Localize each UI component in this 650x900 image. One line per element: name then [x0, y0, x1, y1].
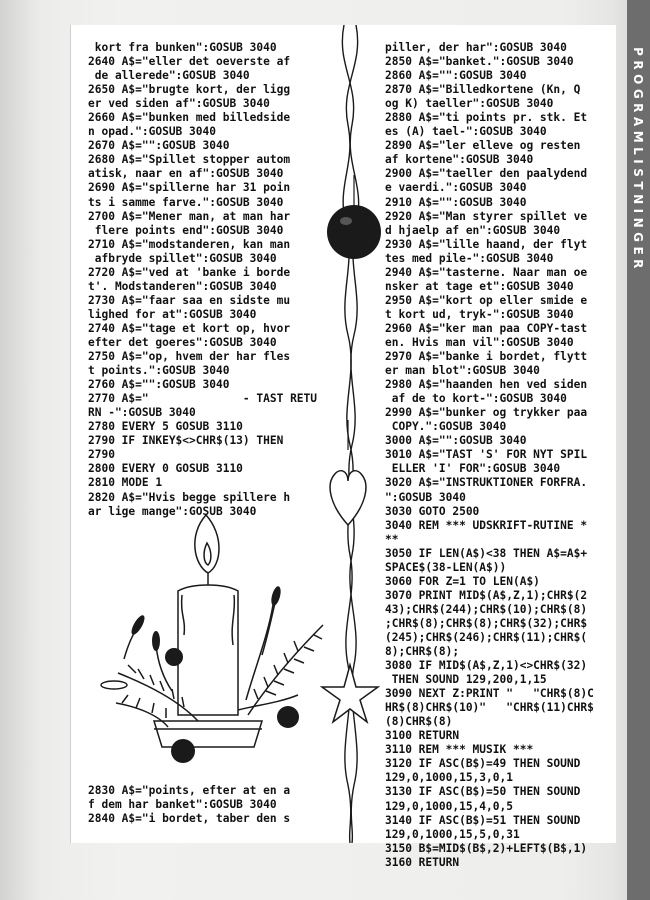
code-line: 3070 PRINT MID$(A$,Z,1);CHR$(2	[385, 588, 588, 602]
code-line: 2780 EVERY 5 GOSUB 3110	[88, 420, 243, 434]
code-line: 3060 FOR Z=1 TO LEN(A$)	[385, 574, 540, 588]
code-line: e vaerdi.":GOSUB 3040	[385, 181, 527, 195]
code-line: 2700 A$="Mener man, at man har	[88, 209, 291, 223]
code-line: d hjaelp af en":GOSUB 3040	[385, 223, 561, 237]
code-line: 129,0,1000,15,3,0,1	[385, 771, 513, 785]
code-line: 3000 A$="":GOSUB 3040	[385, 434, 527, 448]
code-line: 2810 MODE 1	[88, 476, 163, 490]
code-line: **	[385, 532, 399, 546]
code-line: 2790 IF INKEY$<>CHR$(13) THEN	[88, 434, 284, 448]
code-line: 2720 A$="ved at 'banke i borde	[88, 265, 291, 279]
code-line: kort fra bunken":GOSUB 3040	[88, 41, 277, 54]
code-line: f dem har banket":GOSUB 3040	[88, 798, 277, 812]
code-line: t'. Modstanderen":GOSUB 3040	[88, 279, 277, 293]
code-line: piller, der har":GOSUB 3040	[385, 41, 567, 54]
code-line: 2740 A$="tage et kort op, hvor	[88, 321, 291, 335]
code-line: 2980 A$="haanden hen ved siden	[385, 378, 588, 392]
code-line: SPACE$(38-LEN(A$))	[385, 560, 507, 574]
code-line: 2900 A$="taeller den paalydend	[385, 167, 588, 181]
code-line: 2870 A$="Billedkortene (Kn, Q	[385, 83, 581, 97]
code-line: 3100 RETURN	[385, 729, 460, 743]
code-line: 2880 A$="ti points pr. stk. Et	[385, 111, 588, 125]
code-line: 2820 A$="Hvis begge spillere h	[88, 490, 291, 504]
code-line: 2920 A$="Man styrer spillet ve	[385, 209, 588, 223]
code-line: 8);CHR$(8);	[385, 645, 460, 659]
code-line: 2690 A$="spillerne har 31 poin	[88, 181, 291, 195]
code-line: ts i samme farve.":GOSUB 3040	[88, 195, 284, 209]
ornament-ball	[327, 205, 381, 259]
code-line: en. Hvis man vil":GOSUB 3040	[385, 335, 574, 349]
code-line: 3160 RETURN	[385, 855, 460, 869]
code-line: 3120 IF ASC(B$)=49 THEN SOUND	[385, 757, 581, 771]
code-line: 2940 A$="tasterne. Naar man oe	[385, 265, 588, 279]
section-tab-label: PROGRAMLISTNINGER	[631, 47, 645, 273]
code-line: 2680 A$="Spillet stopper autom	[88, 153, 291, 167]
code-line: ;CHR$(8);CHR$(8);CHR$(32);CHR$	[385, 616, 588, 630]
code-line: HR$(8)CHR$(10)" "CHR$(11)CHR$	[385, 701, 594, 715]
code-line: 3010 A$="TAST 'S' FOR NYT SPIL	[385, 448, 588, 462]
code-line: efter det goeres":GOSUB 3040	[88, 335, 277, 349]
code-line: 2640 A$="eller det oeverste af	[88, 55, 291, 69]
code-line: es (A) tael-":GOSUB 3040	[385, 125, 547, 139]
code-line: 2890 A$="ler elleve og resten	[385, 139, 581, 153]
code-line: 3020 A$="INSTRUKTIONER FORFRA.	[385, 476, 588, 490]
code-line: THEN SOUND 129,200,1,15	[385, 673, 547, 687]
code-line: er ved siden af":GOSUB 3040	[88, 97, 270, 111]
code-column-left	[88, 41, 317, 519]
code-line: 2860 A$="":GOSUB 3040	[385, 69, 527, 83]
code-line: 2770 A$=" - TAST RETU	[88, 392, 318, 406]
code-line: 2750 A$="op, hvem der har fles	[88, 350, 291, 364]
code-line: 2970 A$="banke i bordet, flytt	[385, 350, 588, 364]
code-line: RN -":GOSUB 3040	[88, 406, 196, 420]
code-line: 43);CHR$(244);CHR$(10);CHR$(8)	[385, 602, 588, 616]
code-line: af de to kort-":GOSUB 3040	[385, 392, 567, 406]
heart-ornament	[330, 471, 366, 525]
code-line: 129,0,1000,15,5,0,31	[385, 827, 520, 841]
code-line: 3140 IF ASC(B$)=51 THEN SOUND	[385, 813, 581, 827]
code-line: er man blot":GOSUB 3040	[385, 364, 540, 378]
code-line: 2930 A$="lille haand, der flyt	[385, 237, 588, 251]
code-line: nsker at tage et":GOSUB 3040	[385, 279, 574, 293]
code-line: 3150 B$=MID$(B$,2)+LEFT$(B$,1)	[385, 841, 588, 855]
code-line: 2910 A$="":GOSUB 3040	[385, 195, 527, 209]
code-line: t points.":GOSUB 3040	[88, 364, 230, 378]
code-line: 2800 EVERY 0 GOSUB 3110	[88, 462, 243, 476]
code-line: flere points end":GOSUB 3040	[88, 223, 284, 237]
code-line: (245);CHR$(246);CHR$(11);CHR$(	[385, 630, 588, 644]
code-line: 2840 A$="i bordet, taber den s	[88, 812, 291, 826]
code-line: COPY.":GOSUB 3040	[385, 420, 507, 434]
code-line: 2650 A$="brugte kort, der ligg	[88, 83, 291, 97]
code-line: 2670 A$="":GOSUB 3040	[88, 139, 230, 153]
code-line: ":GOSUB 3040	[385, 490, 466, 504]
code-column-right	[385, 41, 594, 870]
code-line: 2760 A$="":GOSUB 3040	[88, 378, 230, 392]
code-line: 2830 A$="points, efter at en a	[88, 784, 291, 797]
code-line: 2730 A$="faar saa en sidste mu	[88, 293, 291, 307]
code-line: 2990 A$="bunker og trykker paa	[385, 406, 588, 420]
code-line: 129,0,1000,15,4,0,5	[385, 799, 513, 813]
code-line: (8)CHR$(8)	[385, 715, 453, 729]
code-line: 2710 A$="modstanderen, kan man	[88, 237, 291, 251]
code-line: ELLER 'I' FOR":GOSUB 3040	[385, 462, 561, 476]
code-line: 2850 A$="banket.":GOSUB 3040	[385, 55, 574, 69]
code-line: atisk, naar en af":GOSUB 3040	[88, 167, 284, 181]
code-line: 3030 GOTO 2500	[385, 504, 480, 518]
code-line: lighed for at":GOSUB 3040	[88, 307, 257, 321]
code-line: 2660 A$="bunken med billedside	[88, 111, 291, 125]
candle-illustration	[98, 495, 333, 775]
code-line: og K) taeller":GOSUB 3040	[385, 97, 554, 111]
code-line: 3050 IF LEN(A$)<38 THEN A$=A$+	[385, 546, 588, 560]
code-line: t kort ud, tryk-":GOSUB 3040	[385, 307, 574, 321]
code-line: 3040 REM *** UDSKRIFT-RUTINE *	[385, 518, 588, 532]
code-line: 3090 NEXT Z:PRINT " "CHR$(8)C	[385, 687, 594, 701]
code-line: 2790	[88, 448, 115, 462]
code-line: 3130 IF ASC(B$)=50 THEN SOUND	[385, 785, 581, 799]
code-line: tes med pile-":GOSUB 3040	[385, 251, 554, 265]
code-line: n opad.":GOSUB 3040	[88, 125, 216, 139]
code-line: ar lige mange":GOSUB 3040	[88, 504, 257, 518]
code-line: 2960 A$="ker man paa COPY-tast	[385, 321, 588, 335]
code-line: af kortene":GOSUB 3040	[385, 153, 534, 167]
code-column-left-bottom	[88, 784, 290, 826]
code-line: 3080 IF MID$(A$,Z,1)<>CHR$(32)	[385, 659, 588, 673]
code-line: de allerede":GOSUB 3040	[88, 69, 250, 83]
code-line: 3110 REM *** MUSIK ***	[385, 743, 534, 757]
code-line: 2950 A$="kort op eller smide e	[385, 293, 588, 307]
code-line: afbryde spillet":GOSUB 3040	[88, 251, 277, 265]
